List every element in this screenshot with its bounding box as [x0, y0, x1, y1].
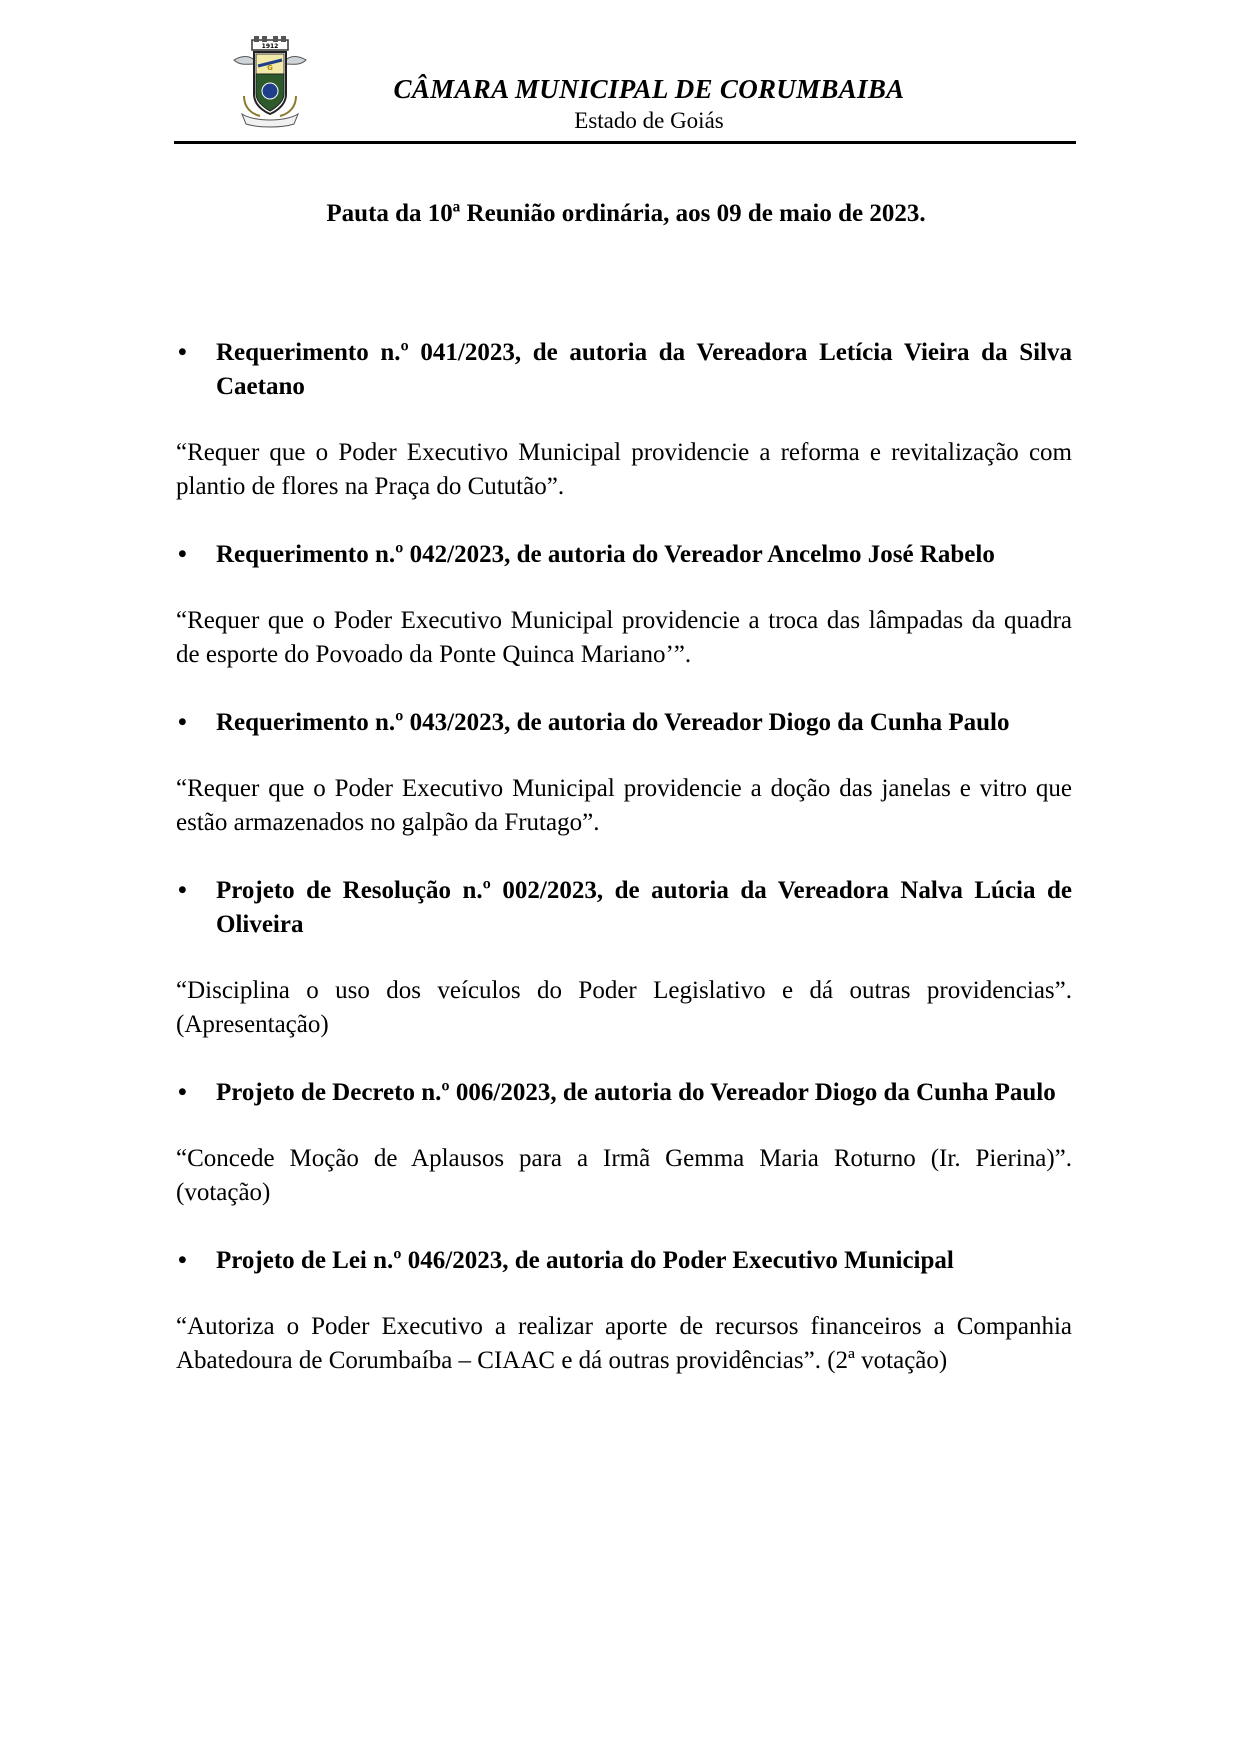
- svg-text:G: G: [267, 64, 273, 72]
- agenda-item: [176, 538, 1072, 672]
- agenda-item-heading-text: Requerimento n.º 043/2023, de autoria do Vereador Diogo da Cunha Paulo: [216, 709, 1010, 736]
- agenda-item: [176, 874, 1072, 1042]
- agenda-item-heading: [176, 538, 1072, 572]
- agenda-item: [176, 1244, 1072, 1378]
- agenda-item-heading: [176, 874, 1072, 942]
- agenda-item-heading: [176, 1244, 1072, 1278]
- agenda-list: [176, 336, 1072, 1412]
- page-title: Pauta da 10ª Reunião ordinária, aos 09 de maio de 2023.: [326, 200, 926, 227]
- agenda-item-text: “Disciplina o uso dos veículos do Poder Legislativo e dá outras providencias”. (Apresentação): [176, 977, 1072, 1038]
- agenda-item-heading-text: Requerimento n.º 042/2023, de autoria do Vereador Ancelmo José Rabelo: [216, 541, 995, 568]
- page-header: [174, 30, 1076, 144]
- agenda-item: [176, 706, 1072, 840]
- agenda-item-heading: [176, 706, 1072, 740]
- agenda-item-heading-text: Requerimento n.º 041/2023, de autoria da Vereadora Letícia Vieira da Silva Caetano: [216, 339, 1072, 400]
- bullet-icon: •: [178, 877, 187, 904]
- agenda-item: [176, 336, 1072, 504]
- agenda-item-text: “Requer que o Poder Executivo Municipal providencie a doção das janelas e vitro que estão armazenados no galpão da Frutago”.: [176, 775, 1072, 836]
- agenda-item-text: “Concede Moção de Aplausos para a Irmã Gemma Maria Roturno (Ir. Pierina)”. (votação): [176, 1145, 1072, 1206]
- agenda-item-heading-text: Projeto de Decreto n.º 006/2023, de autoria do Vereador Diogo da Cunha Paulo: [216, 1079, 1056, 1106]
- agenda-item-text: “Requer que o Poder Executivo Municipal providencie a troca das lâmpadas da quadra de esporte do Povoado da Ponte Quinca Mariano’”.: [176, 607, 1072, 668]
- logo-year-text: 1912: [261, 43, 279, 50]
- institution-name: CÂMARA MUNICIPAL DE CORUMBAIBA: [393, 74, 905, 104]
- agenda-item-heading-text: Projeto de Resolução n.º 002/2023, de autoria da Vereadora Nalva Lúcia de Oliveira: [216, 877, 1072, 938]
- bullet-icon: •: [178, 1247, 187, 1274]
- agenda-item-heading: [176, 1076, 1072, 1110]
- agenda-item-heading-text: Projeto de Lei n.º 046/2023, de autoria do Poder Executivo Municipal: [216, 1247, 954, 1274]
- institution-state: Estado de Goiás: [574, 108, 724, 133]
- agenda-item-text: “Autoriza o Poder Executivo a realizar aporte de recursos financeiros a Companhia Abatedoura de Corumbaíba – CIAAC e dá outras providências”. (2ª votação): [176, 1313, 1072, 1374]
- agenda-item-heading: [176, 336, 1072, 404]
- agenda-item-text: “Requer que o Poder Executivo Municipal providencie a reforma e revitalização com plantio de flores na Praça do Cututão”.: [176, 439, 1072, 500]
- bullet-icon: •: [178, 709, 187, 736]
- bullet-icon: •: [178, 1079, 187, 1106]
- coat-of-arms-icon: [230, 36, 310, 131]
- agenda-item: [176, 1076, 1072, 1210]
- bullet-icon: •: [178, 541, 187, 568]
- bullet-icon: •: [178, 339, 187, 366]
